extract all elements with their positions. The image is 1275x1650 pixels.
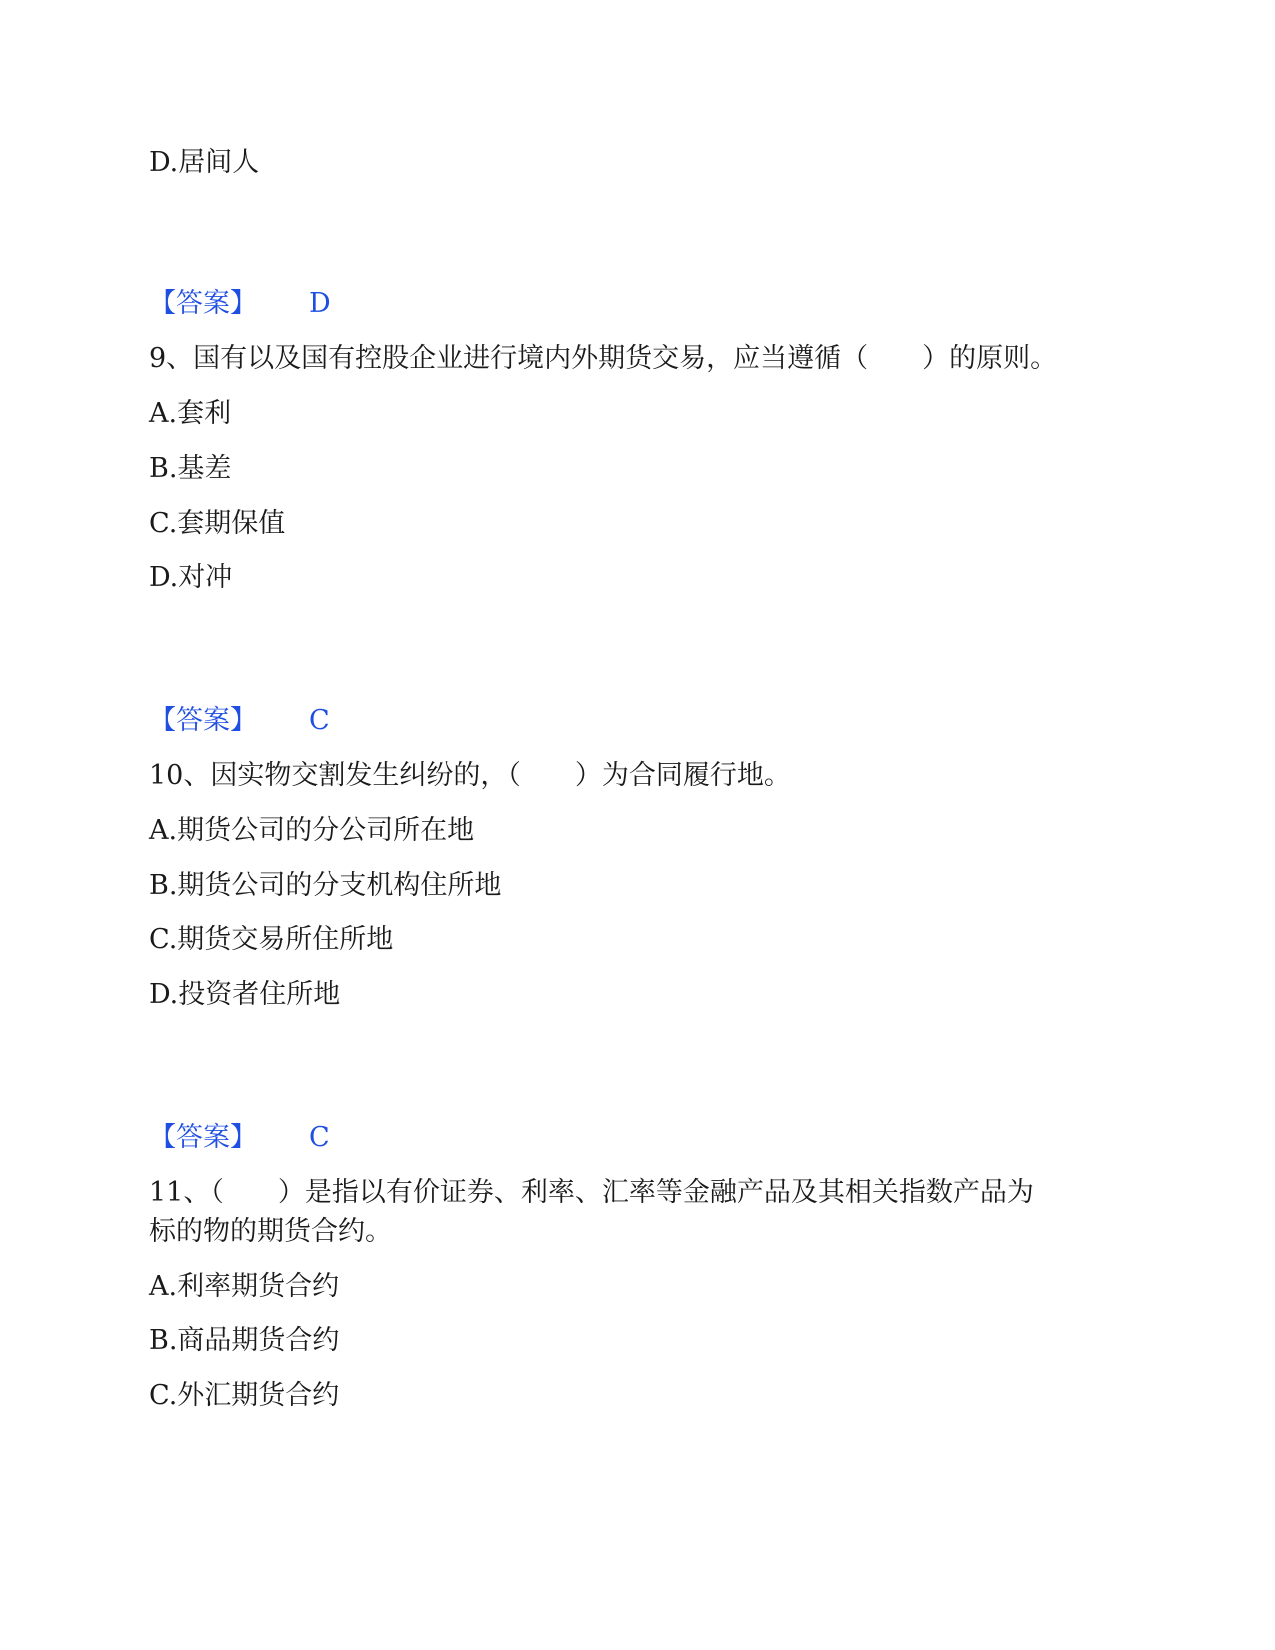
q10-option-c: C.期货交易所住所地 [149,924,394,955]
q11-option-b: B.商品期货合约 [149,1325,340,1356]
q9-option-b: B.基差 [149,453,232,484]
q10-option-d: D.投资者住所地 [149,979,341,1010]
q9-stem: 9、国有以及国有控股企业进行境内外期货交易，应当遵循（ ）的原则。 [149,343,1058,374]
q8-option-d: D.居间人 [149,147,260,178]
q11-option-c: C.外汇期货合约 [149,1380,340,1411]
q10-stem: 10、因实物交割发生纠纷的，（ ）为合同履行地。 [149,760,791,791]
q10-option-b: B.期货公司的分支机构住所地 [149,870,502,901]
q10-answer [149,1118,330,1158]
q9-option-a: A.套利 [149,398,232,429]
q11-option-a: A.利率期货合约 [149,1271,340,1302]
q11-stem-line1: 11、（ ）是指以有价证券、利率、汇率等金融产品及其相关指数产品为 [149,1177,1034,1208]
q9-option-c: C.套期保值 [149,508,286,539]
answer-label: 【答案】 [149,288,257,319]
answer-value: C [309,705,330,736]
answer-value: C [309,1122,330,1153]
answer-label: 【答案】 [149,705,257,736]
answer-value: D [309,288,331,319]
q11-stem-line2: 标的物的期货合约。 [149,1216,392,1247]
q9-answer [149,701,330,741]
answer-label: 【答案】 [149,1122,257,1153]
q10-option-a: A.期货公司的分公司所在地 [149,815,475,846]
q9-option-d: D.对冲 [149,562,233,593]
q8-answer [149,284,331,324]
